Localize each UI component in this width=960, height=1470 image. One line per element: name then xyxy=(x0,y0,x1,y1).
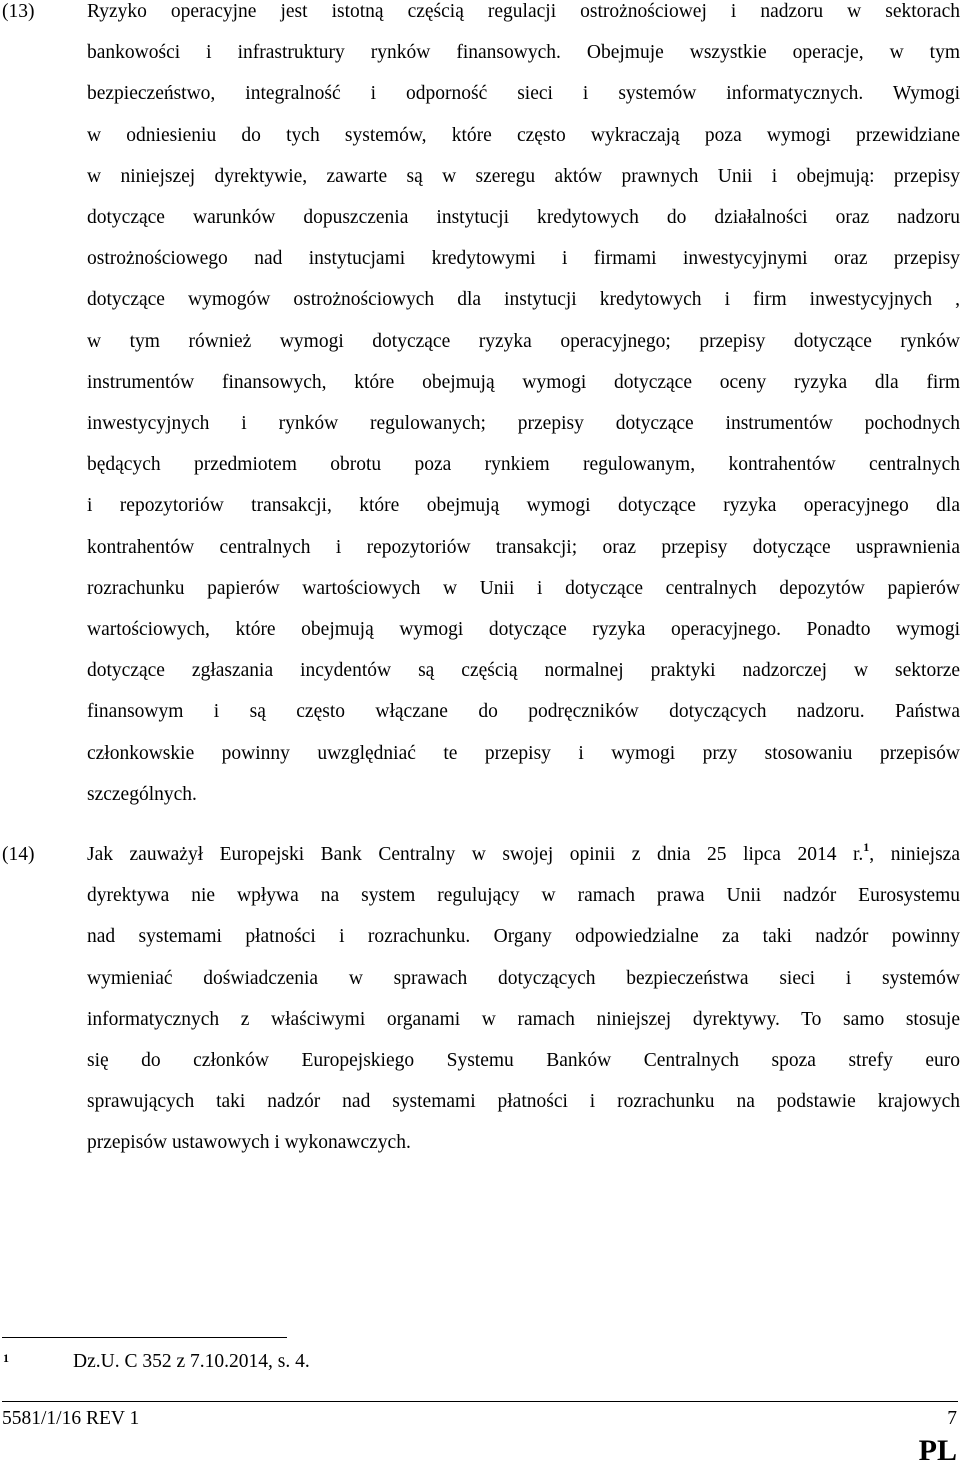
language-code: PL xyxy=(918,1434,957,1467)
text-line: rozrachunku papierów wartościowych w Unii i dotyczące centralnych depozytów papierów xyxy=(87,577,960,599)
footnote-divider xyxy=(2,1337,287,1338)
text-line: w niniejszej dyrektywie, zawarte są w szeregu aktów prawnych Unii i obejmują: przepisy xyxy=(87,165,960,187)
text-fragment: , niniejsza xyxy=(869,844,960,865)
document-reference: 5581/1/16 REV 1 xyxy=(2,1408,140,1429)
text-line: bezpieczeństwo, integralność i odporność sieci i systemów informatycznych. Wymogi xyxy=(87,83,960,105)
text-line: nad systemami płatności i rozrachunku. Organy odpowiedzialne za taki nadzór powinny xyxy=(87,926,960,948)
text-line: dotyczące wymogów ostrożnościowych dla instytucji kredytowych i firm inwestycyjnych , xyxy=(87,289,960,311)
footnote-mark: 1 xyxy=(3,1351,9,1365)
text-line: sprawujących taki nadzór nad systemami płatności i rozrachunku na podstawie krajowych xyxy=(87,1091,960,1113)
text-line: w tym również wymogi dotyczące ryzyka operacyjnego; przepisy dotyczące rynków xyxy=(87,330,960,352)
text-line: dotyczące warunków dopuszczenia instytucji kredytowych do działalności oraz nadzoru xyxy=(87,207,960,229)
text-line: instrumentów finansowych, które obejmują wymogi dotyczące oceny ryzyka dla firm xyxy=(87,371,960,393)
text-fragment: Jak zauważył Europejski Bank Centralny w swojej opinii z dnia 25 lipca 2014 r. xyxy=(87,844,864,865)
text-line: członkowskie powinny uwzględniać te przepisy i wymogi przy stosowaniu przepisów xyxy=(87,742,960,764)
page-number: 7 xyxy=(947,1408,957,1429)
text-line: wartościowych, które obejmują wymogi dotyczące ryzyka operacyjnego. Ponadto wymogi xyxy=(87,619,960,641)
text-line: dotyczące zgłaszania incydentów są częścią normalnej praktyki nadzorczej w sektorze xyxy=(87,660,960,682)
text-line: będących przedmiotem obrotu poza rynkiem regulowanym, kontrahentów centralnych xyxy=(87,454,960,476)
text-line: informatycznych z właściwymi organami w ramach niniejszej dyrektywy. To samo stosuje xyxy=(87,1008,960,1030)
text-line: przepisów ustawowych i wykonawczych. xyxy=(87,1132,411,1154)
paragraph-text xyxy=(87,834,960,1164)
text-line: Ryzyko operacyjne jest istotną częścią regulacji ostrożnościowej i nadzoru w sektorach xyxy=(87,1,960,22)
text-line: finansowym i są często włączane do podręczników dotyczących nadzoru. Państwa xyxy=(87,701,960,723)
paragraph-text xyxy=(87,0,960,815)
paragraph-number: (14) xyxy=(2,844,35,865)
text-line: dyrektywa nie wpływa na system regulujący w ramach prawa Unii nadzór Eurosystemu xyxy=(87,885,960,907)
footnote-reference[interactable]: 1 xyxy=(863,840,870,854)
text-line: kontrahentów centralnych i repozytoriów transakcji; oraz przepisy dotyczące usprawnienia xyxy=(87,536,960,558)
text-line-with-footnote xyxy=(87,834,960,875)
text-line: bankowości i infrastruktury rynków finansowych. Obejmuje wszystkie operacje, w tym xyxy=(87,42,960,64)
text-line: szczególnych. xyxy=(87,783,197,805)
text-line: w odniesieniu do tych systemów, które często wykraczają poza wymogi przewidziane xyxy=(87,124,960,146)
footnote-text: Dz.U. C 352 z 7.10.2014, s. 4. xyxy=(73,1351,310,1372)
text-line: ostrożnościowego nad instytucjami kredytowymi i firmami inwestycyjnymi oraz przepisy xyxy=(87,248,960,270)
text-line: inwestycyjnych i rynków regulowanych; przepisy dotyczące instrumentów pochodnych xyxy=(87,413,960,435)
text-line: i repozytoriów transakcji, które obejmują wymogi dotyczące ryzyka operacyjnego dla xyxy=(87,495,960,517)
footer-divider xyxy=(2,1401,958,1402)
text-line: się do członków Europejskiego Systemu Banków Centralnych spoza strefy euro xyxy=(87,1050,960,1072)
text-line: wymieniać doświadczenia w sprawach dotyczących bezpieczeństwa sieci i systemów xyxy=(87,967,960,989)
paragraph-number: (13) xyxy=(2,1,35,22)
